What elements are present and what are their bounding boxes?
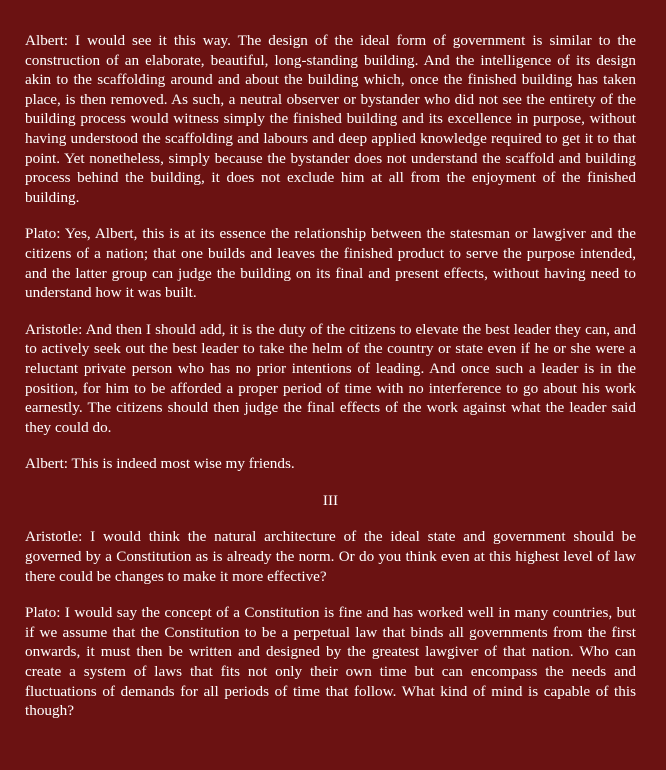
section-heading: III	[322, 491, 339, 509]
document-body	[25, 31, 636, 738]
paragraph-plato-constitution: Plato: I would say the concept of a Constitution is fine and has worked well in many countries, but if we assume that the Constitution to be a perpetual law that binds all governments from the first onwards, it must then be written and designed by the greatest lawgiver of that nation. Who can create a system of laws that fits not only their own time but can encompass the needs and fluctuations of demands for all periods of time that follow. What kind of mind is capable of this though?	[25, 604, 636, 720]
paragraph-albert-wise: Albert: This is indeed most wise my friends.	[25, 455, 295, 473]
paragraph-albert-scaffolding: Albert: I would see it this way. The design of the ideal form of government is similar to the construction of an elaborate, beautiful, long-standing building. And the intelligence of its design akin to the scaffolding around and about the building which, once the finished building has taken place, is then removed. As such, a neutral observer or bystander who did not see the entirety of the building process would witness simply the finished building and its excellence in purpose, without having understood the scaffolding and labours and deep applied knowledge required to get it to that point. Yet nonetheless, simply because the bystander does not understand the scaffold and building process behind the building, it does not exclude him at all from the enjoyment of the finished building.	[25, 32, 636, 206]
paragraph-aristotle-duty: Aristotle: And then I should add, it is the duty of the citizens to elevate the best leader they can, and to actively seek out the best leader to take the helm of the country or state even if he or she were a reluctant private person who has no prior intentions of leading. And once such a leader is in the position, for him to be afforded a proper period of time with no interference to go about his work earnestly. The citizens should then judge the final effects of the work against what the leader said they could do.	[25, 320, 636, 436]
paragraph-plato-statesman: Plato: Yes, Albert, this is at its essence the relationship between the statesman or lawgiver and the citizens of a nation; that one builds and leaves the finished product to serve the purpose intended, and the latter group can judge the building on its final and present effects, without having need to understand how it was built.	[25, 225, 636, 302]
paragraph-aristotle-constitution: Aristotle: I would think the natural architecture of the ideal state and government should be governed by a Constitution as is already the norm. Or do you think even at this highest level of law there could be changes to make it more effective?	[25, 528, 636, 585]
